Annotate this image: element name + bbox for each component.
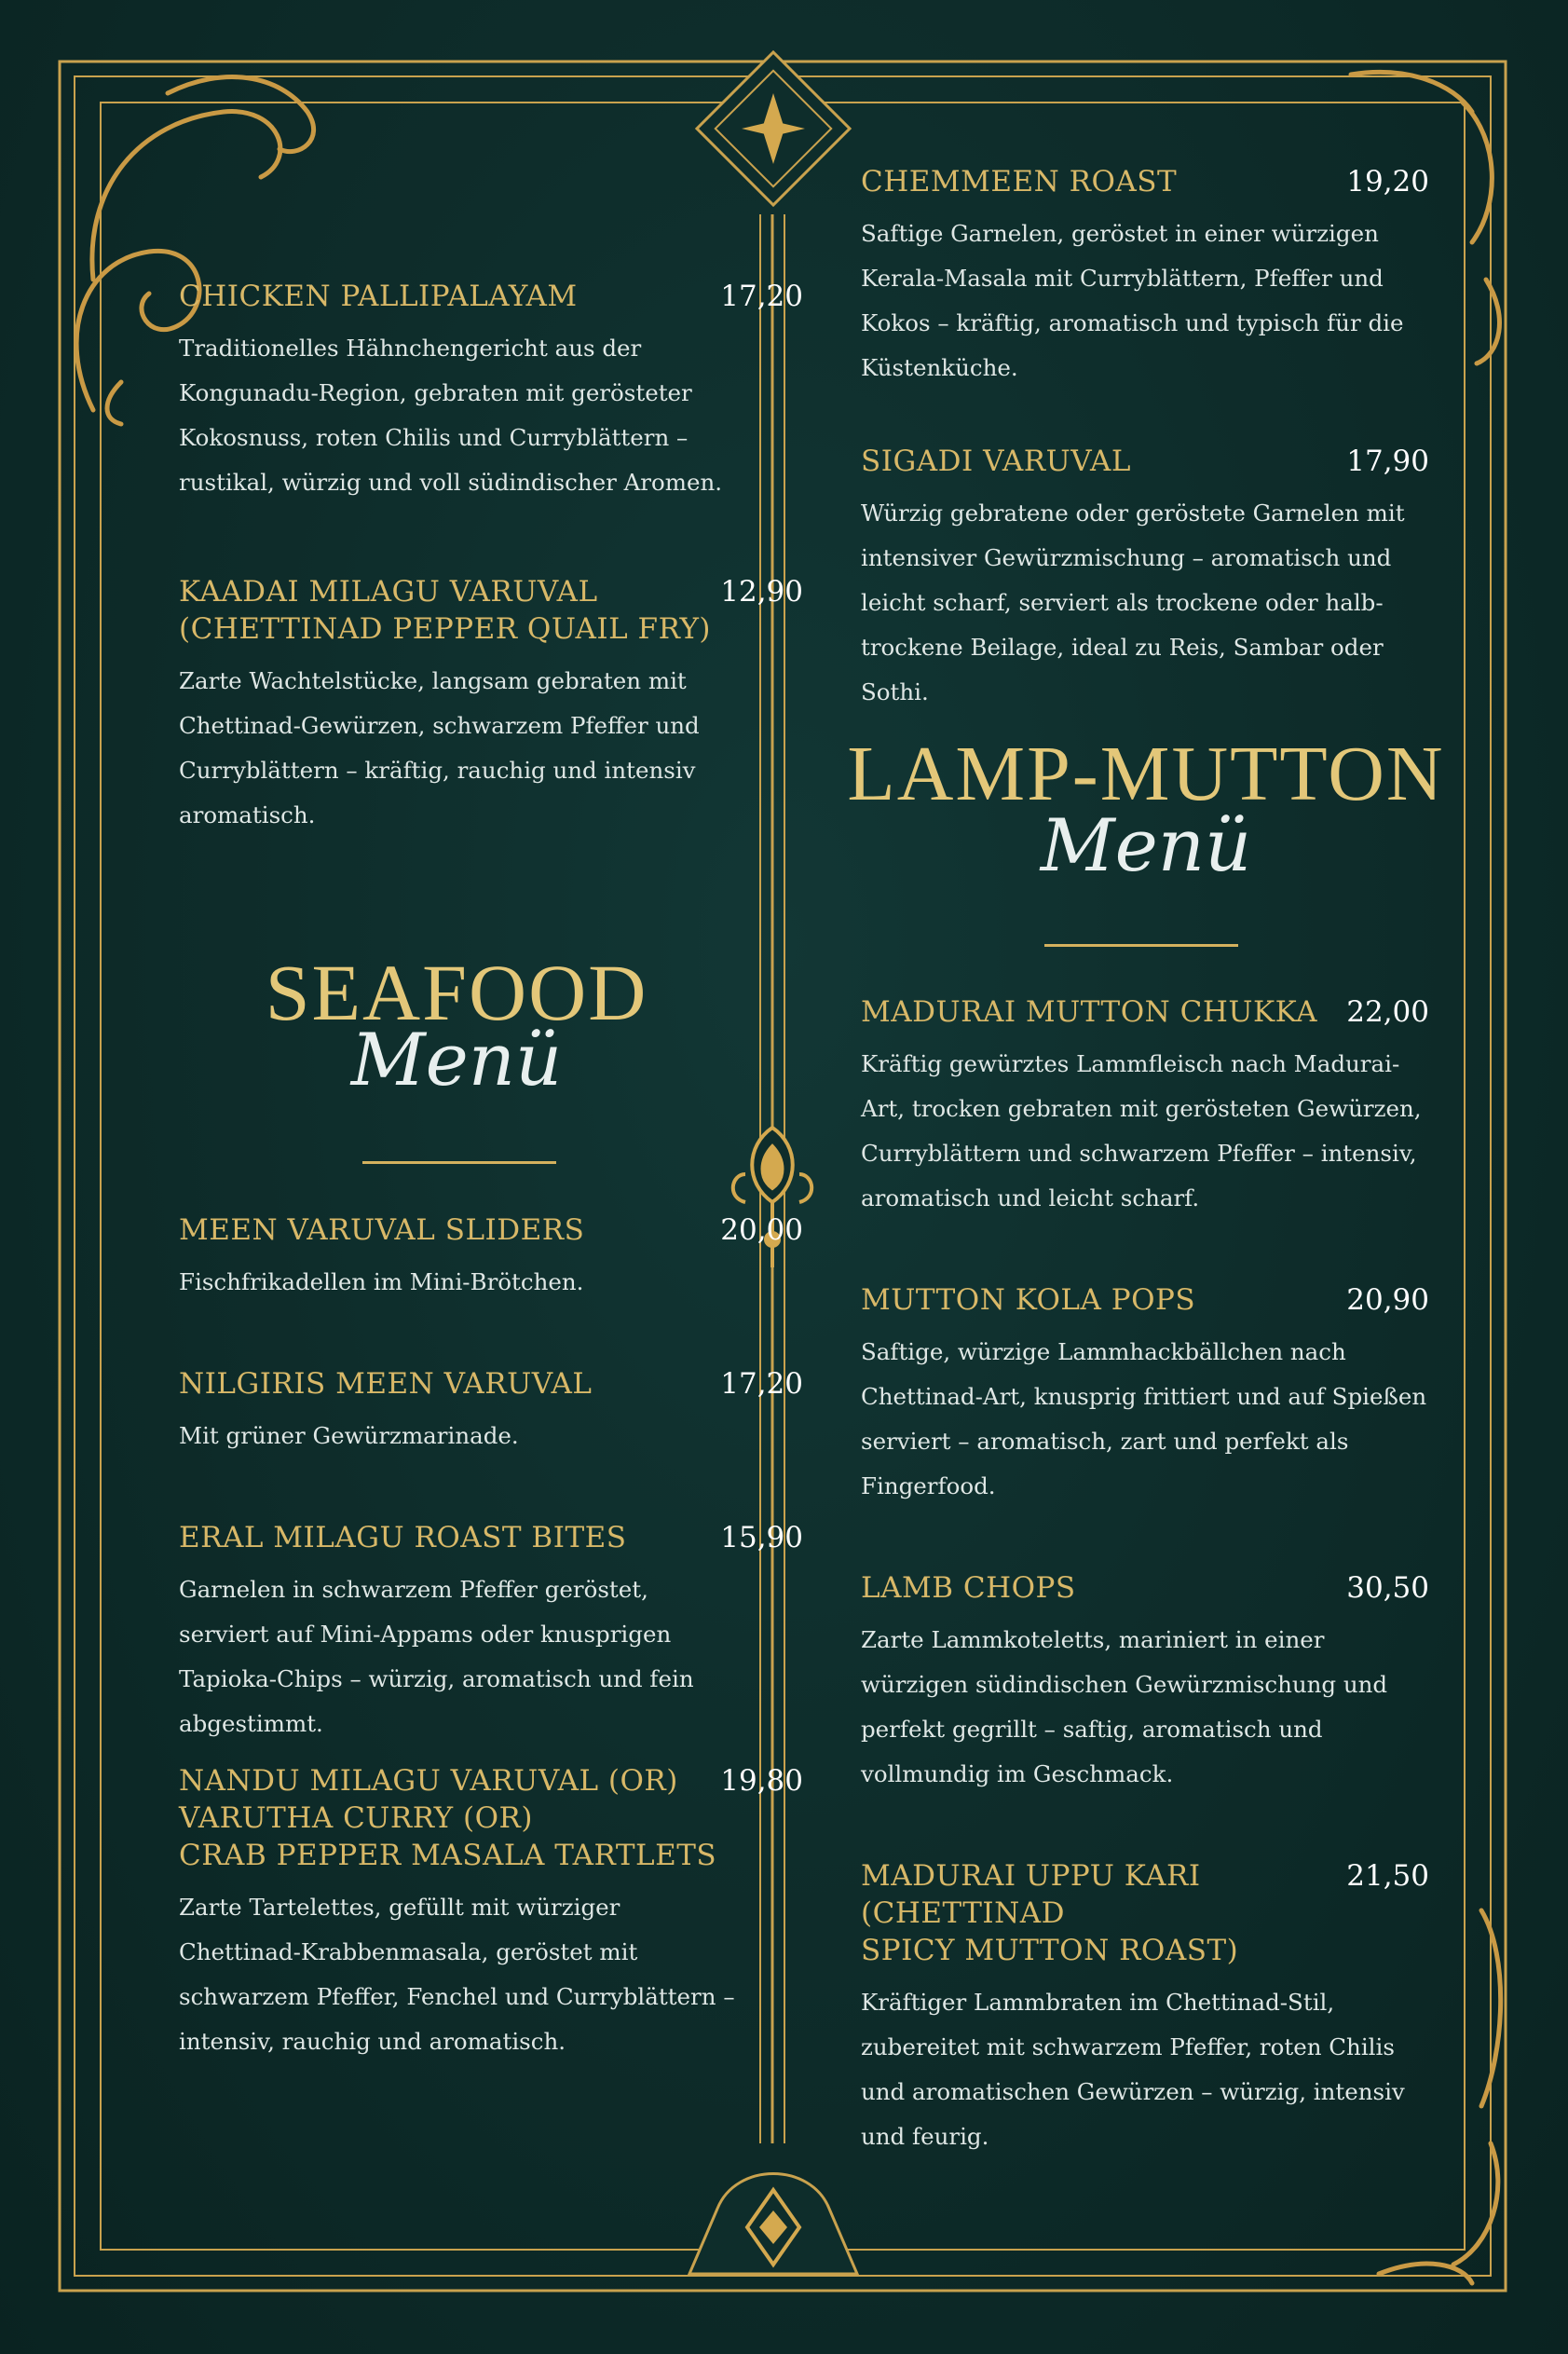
menu-item (861, 1569, 1429, 1797)
item-description: Zarte Tartelettes, gefüllt mit würziger Chettinad-Krabbenmasala, geröstet mit schwarzem Pfeffer, Fenchel und Curryblättern – intensiv, rauchig und aromatisch. (179, 1894, 735, 2055)
menu-item (179, 1211, 803, 1305)
item-name: SIGADI VARUVAL (861, 445, 1131, 478)
menu-item (861, 1857, 1429, 2159)
item-price: 20,90 (1346, 1283, 1429, 1317)
item-description: Garnelen in schwarzem Pfeffer geröstet, serviert auf Mini-Appams oder knusprigen Tapioka-Chips – würzig, aromatisch und fein abgestimmt. (179, 1576, 694, 1737)
item-price: 19,80 (720, 1764, 803, 1798)
item-name: KAADAI MILAGU VARUVAL (CHETTINAD PEPPER QUAIL FRY) (179, 575, 712, 646)
menu-item (179, 1365, 803, 1458)
item-description: Saftige, würzige Lammhackbällchen nach Chettinad-Art, knusprig frittiert und auf Spießen serviert – aromatisch, zart und perfekt als Fingerfood. (861, 1338, 1427, 1499)
menu-item (861, 163, 1429, 390)
mutton-script: Menü (1040, 804, 1252, 888)
item-description: Zarte Lammkoteletts, mariniert in einer würzigen südindischen Gewürzmischung und perfekt gegrillt – saftig, aromatisch und vollmundig im Geschmack. (861, 1626, 1388, 1787)
menu-item (861, 993, 1429, 1221)
bottom-arch-ornament (689, 2174, 857, 2275)
item-description: Saftige Garnelen, geröstet in einer würzigen Kerala-Masala mit Curryblättern, Pfeffer und Kokos – kräftig, aromatisch und typisch für die Küstenküche. (861, 220, 1404, 381)
menu-item (179, 1519, 803, 1746)
item-price: 22,00 (1346, 995, 1429, 1029)
item-price: 15,90 (720, 1521, 803, 1554)
item-price: 20,00 (720, 1213, 803, 1247)
menu-item (179, 1762, 803, 2064)
mutton-heading (820, 731, 1472, 888)
item-price: 17,20 (720, 1367, 803, 1401)
item-description: Traditionelles Hähnchengericht aus der Kongunadu-Region, gebraten mit gerösteter Kokosnuss, roten Chilis und Curryblättern – rustikal, würzig und voll südindischer Aromen. (179, 335, 723, 496)
item-description: Mit grüner Gewürzmarinade. (179, 1422, 519, 1449)
item-description: Kräftig gewürztes Lammfleisch nach Madurai-Art, trocken gebraten mit gerösteten Gewürzen, Curryblättern und schwarzem Pfeffer – intensiv, aromatisch und leicht scharf. (861, 1050, 1422, 1211)
item-name: MEEN VARUVAL SLIDERS (179, 1213, 585, 1247)
item-name: MUTTON KOLA POPS (861, 1283, 1196, 1317)
item-name: LAMB CHOPS (861, 1571, 1076, 1605)
top-diamond-ornament (697, 52, 850, 205)
seafood-heading (224, 948, 689, 1102)
item-name: CHEMMEEN ROAST (861, 165, 1178, 198)
item-name: CHICKEN PALLIPALAYAM (179, 280, 578, 313)
item-description: Kräftiger Lammbraten im Chettinad-Stil, zubereitet mit schwarzem Pfeffer, roten Chilis und aromatischen Gewürzen – würzig, intensiv und feurig. (861, 1989, 1405, 2150)
item-description: Würzig gebratene oder geröstete Garnelen mit intensiver Gewürzmischung – aromatisch und leicht scharf, serviert als trockene oder halb-trockene Beilage, ideal zu Reis, Sambar oder Sothi. (861, 500, 1405, 705)
item-name: MADURAI MUTTON CHUKKA (861, 995, 1317, 1029)
item-description: Fischfrikadellen im Mini-Brötchen. (179, 1268, 584, 1295)
menu-item (179, 278, 803, 505)
menu-item (179, 573, 803, 838)
item-name: NILGIRIS MEEN VARUVAL (179, 1367, 593, 1401)
item-name: MADURAI UPPU KARI (CHETTINAD SPICY MUTTON ROAST) (861, 1859, 1239, 1967)
seafood-title: SEAFOOD (265, 948, 648, 1037)
menu-item (861, 443, 1429, 715)
menu-item (861, 1281, 1429, 1509)
mutton-title: LAMP-MUTTON (847, 731, 1445, 817)
item-description: Zarte Wachtelstücke, langsam gebraten mit Chettinad-Gewürzen, schwarzem Pfeffer und Curryblättern – kräftig, rauchig und intensiv aromatisch. (179, 667, 700, 828)
seafood-script: Menü (350, 1019, 563, 1102)
item-price: 30,50 (1346, 1571, 1429, 1605)
item-price: 17,20 (720, 280, 803, 313)
item-name: ERAL MILAGU ROAST BITES (179, 1521, 627, 1554)
item-price: 21,50 (1346, 1859, 1429, 1893)
item-price: 19,20 (1346, 165, 1429, 198)
item-price: 12,90 (720, 575, 803, 609)
item-name: NANDU MILAGU VARUVAL (OR) VARUTHA CURRY (OR) CRAB PEPPER MASALA TARTLETS (179, 1764, 717, 1872)
mutton-divider (1044, 944, 1238, 947)
seafood-divider (362, 1161, 556, 1164)
item-price: 17,90 (1346, 445, 1429, 478)
